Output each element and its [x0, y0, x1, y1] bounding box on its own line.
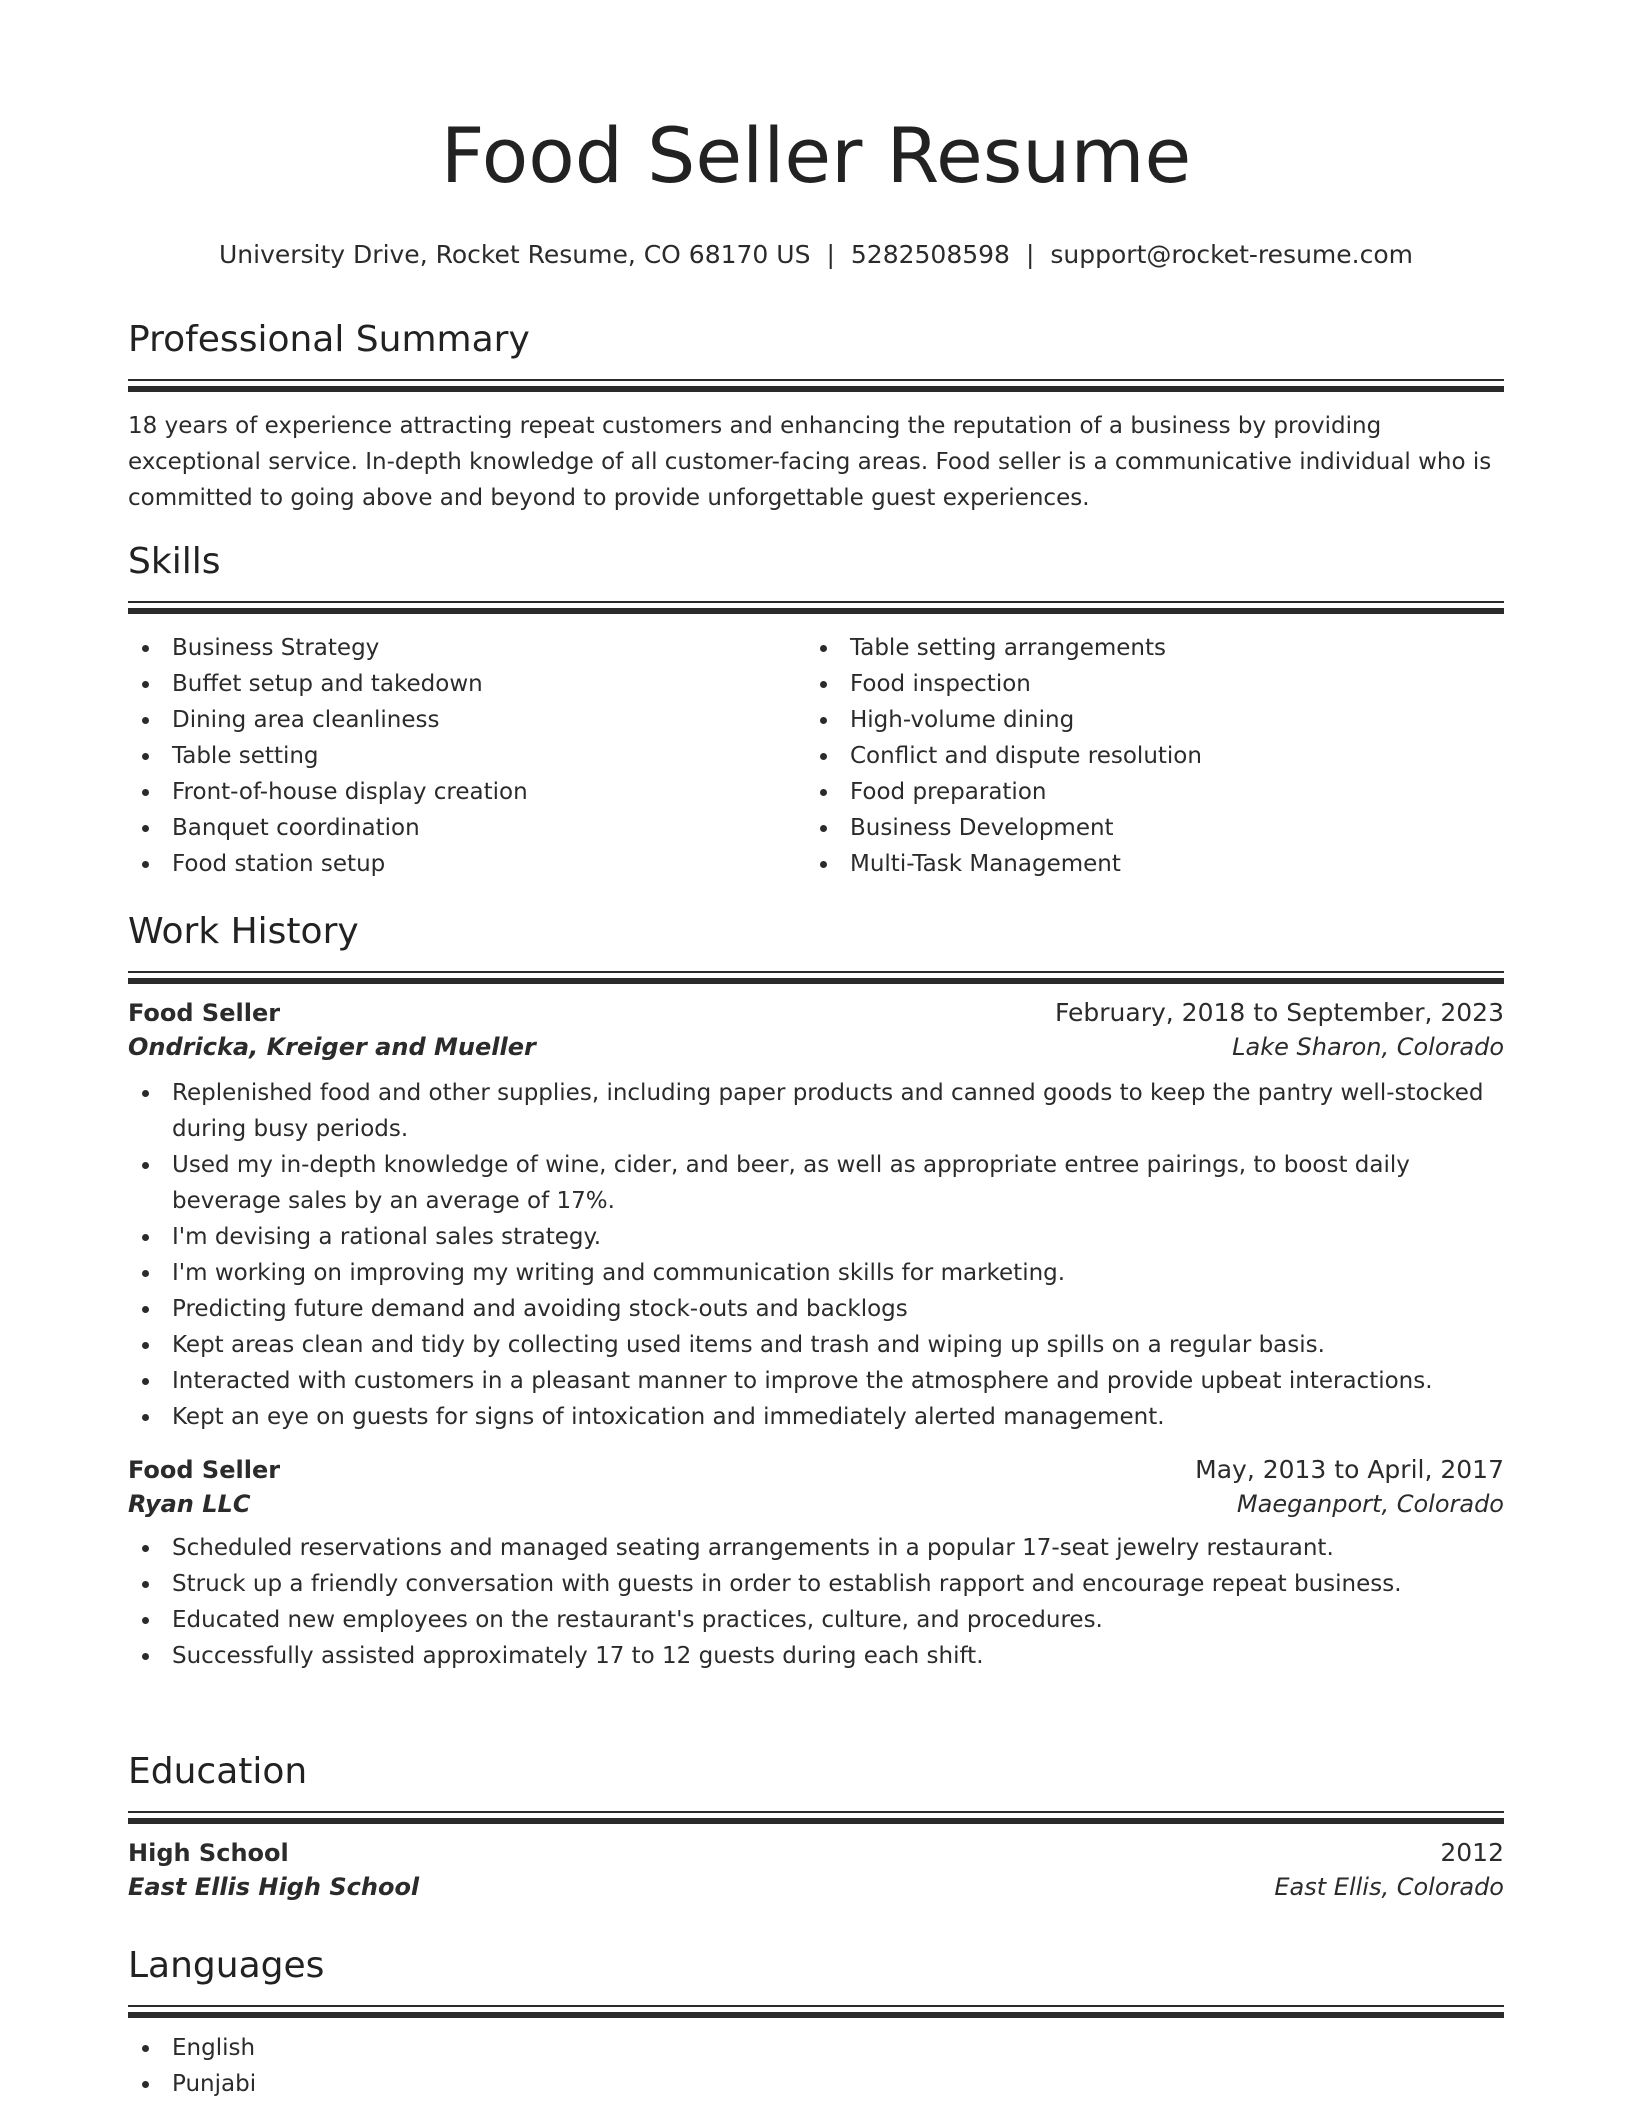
- work-history-heading: Work History: [128, 911, 359, 952]
- bullet-icon: [820, 717, 827, 724]
- section-divider: [128, 971, 1504, 973]
- job-company: Ondricka, Kreiger and Mueller: [128, 1033, 536, 1062]
- skill-item: [806, 738, 1484, 774]
- skill-item: [128, 630, 806, 666]
- job-bullet-text: Struck up a friendly conversation with guests in order to establish rapport and encourage repeat business.: [172, 1571, 1402, 1598]
- skill-item: [806, 666, 1484, 702]
- job-header-row: [128, 1455, 1504, 1484]
- bullet-icon: [820, 789, 827, 796]
- bullet-icon: [142, 1378, 149, 1385]
- language-item: [128, 2030, 1504, 2066]
- contact-email: support@rocket-resume.com: [1050, 240, 1413, 269]
- bullet-icon: [142, 1342, 149, 1349]
- languages-heading: Languages: [128, 1945, 325, 1986]
- job-title: Food Seller: [128, 1456, 281, 1485]
- summary-heading: Professional Summary: [128, 319, 530, 360]
- work-history-section: [128, 910, 1504, 1674]
- skill-text: Multi-Task Management: [850, 851, 1121, 878]
- bullet-icon: [142, 681, 149, 688]
- summary-text: 18 years of experience attracting repeat customers and enhancing the reputation of a business by providing exceptional service. In-depth knowledge of all customer-facing areas. Food seller is a communicative individual who is committed to going above and beyond to provide unforgettable guest experiences.: [128, 413, 1492, 512]
- job-bullet: [128, 1566, 1504, 1602]
- skill-item: [806, 810, 1484, 846]
- summary-section: [128, 318, 1504, 516]
- bullet-icon: [142, 1234, 149, 1241]
- job-location: Lake Sharon, Colorado: [1232, 1033, 1504, 1062]
- skills-column-right: [806, 614, 1484, 882]
- bullet-icon: [142, 1545, 149, 1552]
- job-bullet: [128, 1075, 1504, 1147]
- skill-text: Conflict and dispute resolution: [850, 743, 1202, 770]
- job-dates: February, 2018 to September, 2023: [1055, 998, 1504, 1028]
- skill-text: Table setting: [172, 743, 319, 770]
- job-bullet-text: Replenished food and other supplies, including paper products and canned goods to keep the pantry well-stocked during busy periods.: [172, 1080, 1484, 1143]
- skill-item: [128, 810, 806, 846]
- skill-item: [128, 702, 806, 738]
- section-divider: [128, 601, 1504, 603]
- bullet-icon: [142, 1090, 149, 1097]
- skill-text: Dining area cleanliness: [172, 707, 440, 734]
- section-divider: [128, 379, 1504, 381]
- bullet-icon: [142, 1581, 149, 1588]
- education-entry: [128, 1838, 1504, 1901]
- bullet-icon: [820, 861, 827, 868]
- bullet-icon: [142, 645, 149, 652]
- bullet-icon: [142, 789, 149, 796]
- contact-separator: |: [826, 240, 835, 269]
- job-bullet: [128, 1327, 1504, 1363]
- skills-heading: Skills: [128, 541, 221, 582]
- language-text: Punjabi: [172, 2071, 257, 2098]
- section-divider-thick: [128, 978, 1504, 984]
- job-bullet: [128, 1147, 1504, 1219]
- job-dates: May, 2013 to April, 2017: [1195, 1455, 1504, 1485]
- job-bullet: [128, 1363, 1504, 1399]
- contact-address: University Drive, Rocket Resume, CO 68170 US: [218, 240, 811, 269]
- bullet-icon: [142, 1270, 149, 1277]
- skill-text: Business Strategy: [172, 635, 380, 662]
- education-year: 2012: [1440, 1838, 1504, 1868]
- contact-separator: |: [1025, 240, 1035, 269]
- education-location: East Ellis, Colorado: [1274, 1873, 1504, 1902]
- education-school: East Ellis High School: [128, 1873, 420, 1902]
- skill-text: Food station setup: [172, 851, 386, 878]
- job-company: Ryan LLC: [128, 1490, 251, 1519]
- job-bullets: [128, 1530, 1504, 1674]
- skills-column-left: [128, 614, 806, 882]
- education-header-row: [128, 1838, 1504, 1867]
- bullet-icon: [820, 681, 827, 688]
- bullet-icon: [142, 2081, 149, 2088]
- bullet-icon: [142, 1414, 149, 1421]
- skill-item: [128, 846, 806, 882]
- job-bullet-text: I'm working on improving my writing and communication skills for marketing.: [172, 1260, 1066, 1287]
- job-entry: [128, 998, 1504, 1435]
- job-bullet-text: Interacted with customers in a pleasant manner to improve the atmosphere and provide upbeat interactions.: [172, 1368, 1433, 1395]
- skill-text: Banquet coordination: [172, 815, 420, 842]
- languages-list: [128, 2030, 1504, 2102]
- skill-text: Business Development: [850, 815, 1114, 842]
- job-title: Food Seller: [128, 999, 281, 1028]
- job-bullet-text: Predicting future demand and avoiding stock-outs and backlogs: [172, 1296, 908, 1323]
- skill-text: Table setting arrangements: [850, 635, 1166, 662]
- job-bullet-text: Kept areas clean and tidy by collecting used items and trash and wiping up spills on a regular basis.: [172, 1332, 1325, 1359]
- section-divider: [128, 1811, 1504, 1813]
- job-bullet: [128, 1602, 1504, 1638]
- job-bullet-text: I'm devising a rational sales strategy.: [172, 1224, 602, 1251]
- job-header-row: [128, 998, 1504, 1027]
- skill-item: [128, 666, 806, 702]
- job-bullets: [128, 1075, 1504, 1435]
- skill-text: Front-of-house display creation: [172, 779, 528, 806]
- language-text: English: [172, 2035, 256, 2062]
- bullet-icon: [142, 1653, 149, 1660]
- education-section: [128, 1750, 1504, 1901]
- job-bullet: [128, 1530, 1504, 1566]
- skill-text: High-volume dining: [850, 707, 1075, 734]
- job-bullet-text: Scheduled reservations and managed seating arrangements in a popular 17-seat jewelry restaurant.: [172, 1535, 1334, 1562]
- languages-section: [128, 1944, 1504, 2102]
- skill-text: Buffet setup and takedown: [172, 671, 483, 698]
- job-bullet: [128, 1255, 1504, 1291]
- skill-item: [806, 774, 1484, 810]
- bullet-icon: [820, 645, 827, 652]
- job-company-row: [128, 1033, 1504, 1061]
- bullet-icon: [820, 825, 827, 832]
- section-divider-thick: [128, 2012, 1504, 2018]
- bullet-icon: [142, 1306, 149, 1313]
- education-heading: Education: [128, 1751, 308, 1792]
- job-bullet: [128, 1638, 1504, 1674]
- skill-item: [806, 846, 1484, 882]
- section-divider: [128, 2005, 1504, 2007]
- job-bullet: [128, 1291, 1504, 1327]
- job-bullet: [128, 1399, 1504, 1435]
- contact-line: [128, 240, 1504, 270]
- skills-section: [128, 540, 1504, 882]
- section-divider-thick: [128, 386, 1504, 392]
- job-bullet-text: Used my in-depth knowledge of wine, cider, and beer, as well as appropriate entree pairings, to boost daily beverage sales by an average of 17%.: [172, 1152, 1410, 1215]
- job-bullet: [128, 1219, 1504, 1255]
- language-item: [128, 2066, 1504, 2102]
- bullet-icon: [142, 753, 149, 760]
- bullet-icon: [142, 825, 149, 832]
- job-bullet-text: Educated new employees on the restaurant's practices, culture, and procedures.: [172, 1607, 1103, 1634]
- bullet-icon: [820, 753, 827, 760]
- skills-list-left: [128, 630, 806, 882]
- education-school-row: [128, 1873, 1504, 1901]
- job-entry: [128, 1455, 1504, 1674]
- skill-item: [806, 630, 1484, 666]
- skills-list-right: [806, 630, 1484, 882]
- bullet-icon: [142, 1162, 149, 1169]
- contact-phone: 5282508598: [850, 240, 1010, 269]
- skill-item: [128, 774, 806, 810]
- bullet-icon: [142, 2045, 149, 2052]
- bullet-icon: [142, 1617, 149, 1624]
- skills-columns: [128, 614, 1504, 882]
- skill-text: Food preparation: [850, 779, 1047, 806]
- skill-text: Food inspection: [850, 671, 1031, 698]
- job-bullet-text: Successfully assisted approximately 17 to 12 guests during each shift.: [172, 1643, 984, 1670]
- job-company-row: [128, 1490, 1504, 1518]
- job-bullet-text: Kept an eye on guests for signs of intoxication and immediately alerted management.: [172, 1404, 1165, 1431]
- skill-item: [806, 702, 1484, 738]
- section-divider-thick: [128, 1818, 1504, 1824]
- skill-item: [128, 738, 806, 774]
- resume-title: Food Seller Resume: [440, 111, 1192, 200]
- education-degree: High School: [128, 1839, 289, 1868]
- bullet-icon: [142, 717, 149, 724]
- job-location: Maeganport, Colorado: [1236, 1490, 1504, 1519]
- bullet-icon: [142, 861, 149, 868]
